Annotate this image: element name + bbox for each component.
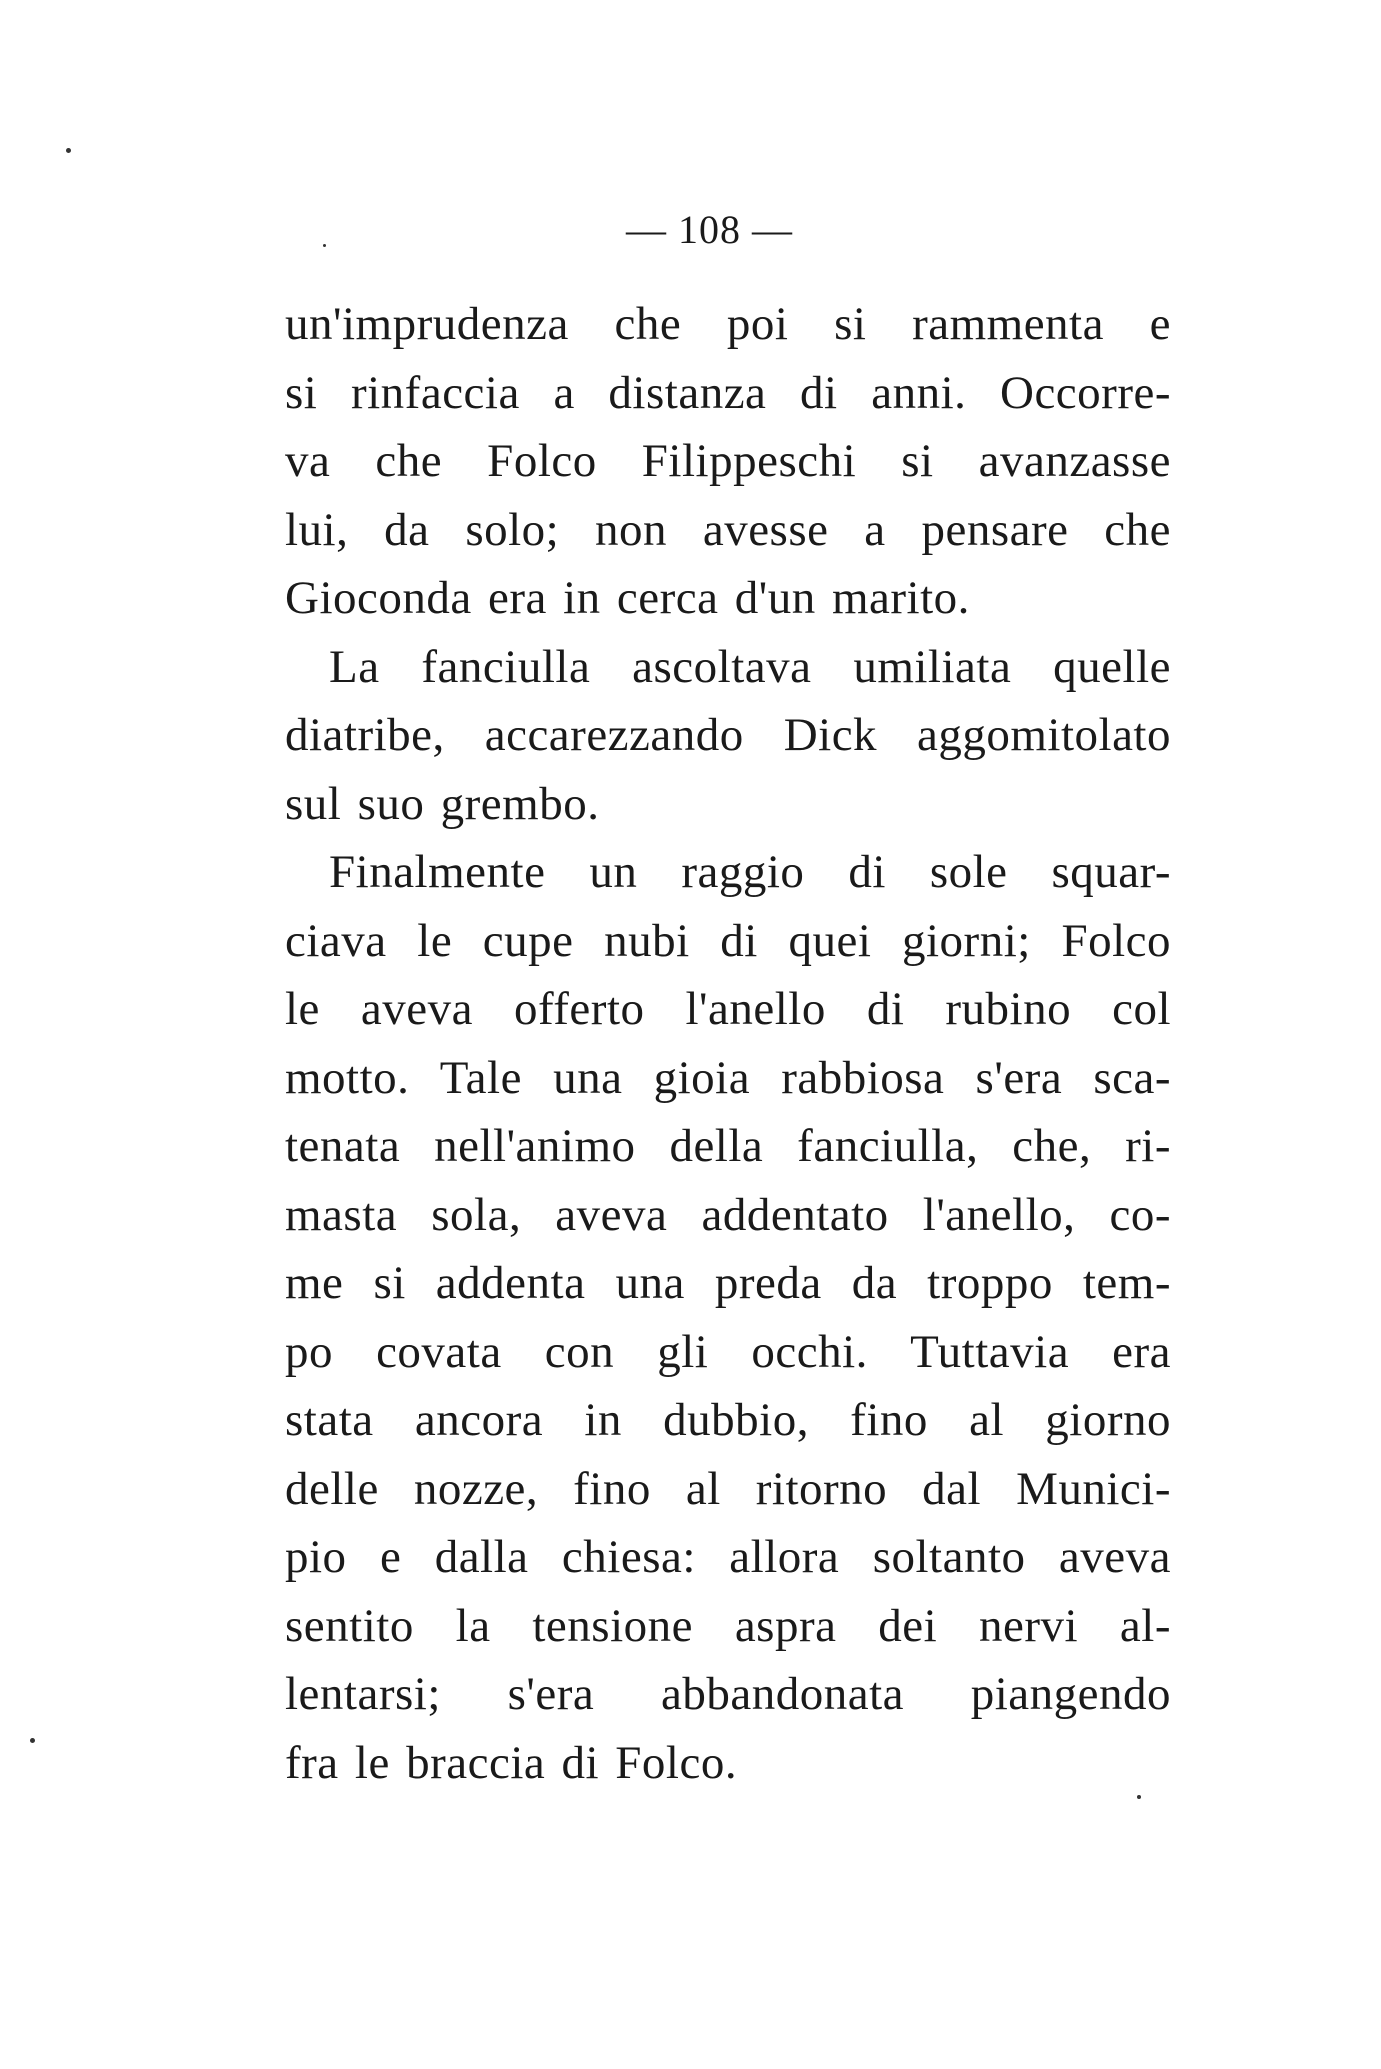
scan-speck <box>1137 1795 1141 1799</box>
text-line: va che Folco Filippeschi si avanzasse <box>285 435 1171 487</box>
text-line: pio e dalla chiesa: allora soltanto aveva <box>285 1531 1171 1583</box>
text-line: diatribe, accarezzando Dick aggomitolato <box>285 709 1171 761</box>
text-line: le aveva offerto l'anello di rubino col <box>285 983 1171 1035</box>
text-line: po covata con gli occhi. Tuttavia era <box>285 1325 1171 1378</box>
text-line: ciava le cupe nubi di quei giorni; Folco <box>285 914 1171 967</box>
text-line: lui, da solo; non avesse a pensare che <box>285 503 1171 556</box>
text-line: La fanciulla ascoltava umiliata quelle <box>329 640 1171 693</box>
scan-speck <box>66 148 71 153</box>
text-line: masta sola, aveva addentato l'anello, co- <box>285 1188 1171 1241</box>
text-line: delle nozze, fino al ritorno dal Munici- <box>285 1462 1171 1515</box>
scan-speck <box>30 1738 35 1743</box>
text-line: motto. Tale una gioia rabbiosa s'era sca- <box>285 1051 1171 1104</box>
text-line: me si addenta una preda da troppo tem- <box>285 1257 1171 1309</box>
page-number: — 108 — <box>626 207 793 252</box>
text-line: lentarsi; s'era abbandonata piangendo <box>285 1668 1171 1720</box>
text-line: sentito la tensione aspra dei nervi al- <box>285 1599 1171 1652</box>
text-line: fra le braccia di Folco. <box>285 1736 738 1789</box>
text-line: Finalmente un raggio di sole squar- <box>329 846 1171 898</box>
text-line: sul suo grembo. <box>285 777 600 830</box>
text-line: stata ancora in dubbio, fino al giorno <box>285 1394 1171 1446</box>
scan-speck <box>323 244 326 247</box>
text-line: un'imprudenza che poi si rammenta e <box>285 298 1171 350</box>
text-line: si rinfaccia a distanza di anni. Occorre- <box>285 366 1171 419</box>
text-line: Gioconda era in cerca d'un marito. <box>285 572 970 624</box>
body-text <box>285 290 1171 1797</box>
text-line: tenata nell'animo della fanciulla, che, ri- <box>285 1120 1171 1172</box>
